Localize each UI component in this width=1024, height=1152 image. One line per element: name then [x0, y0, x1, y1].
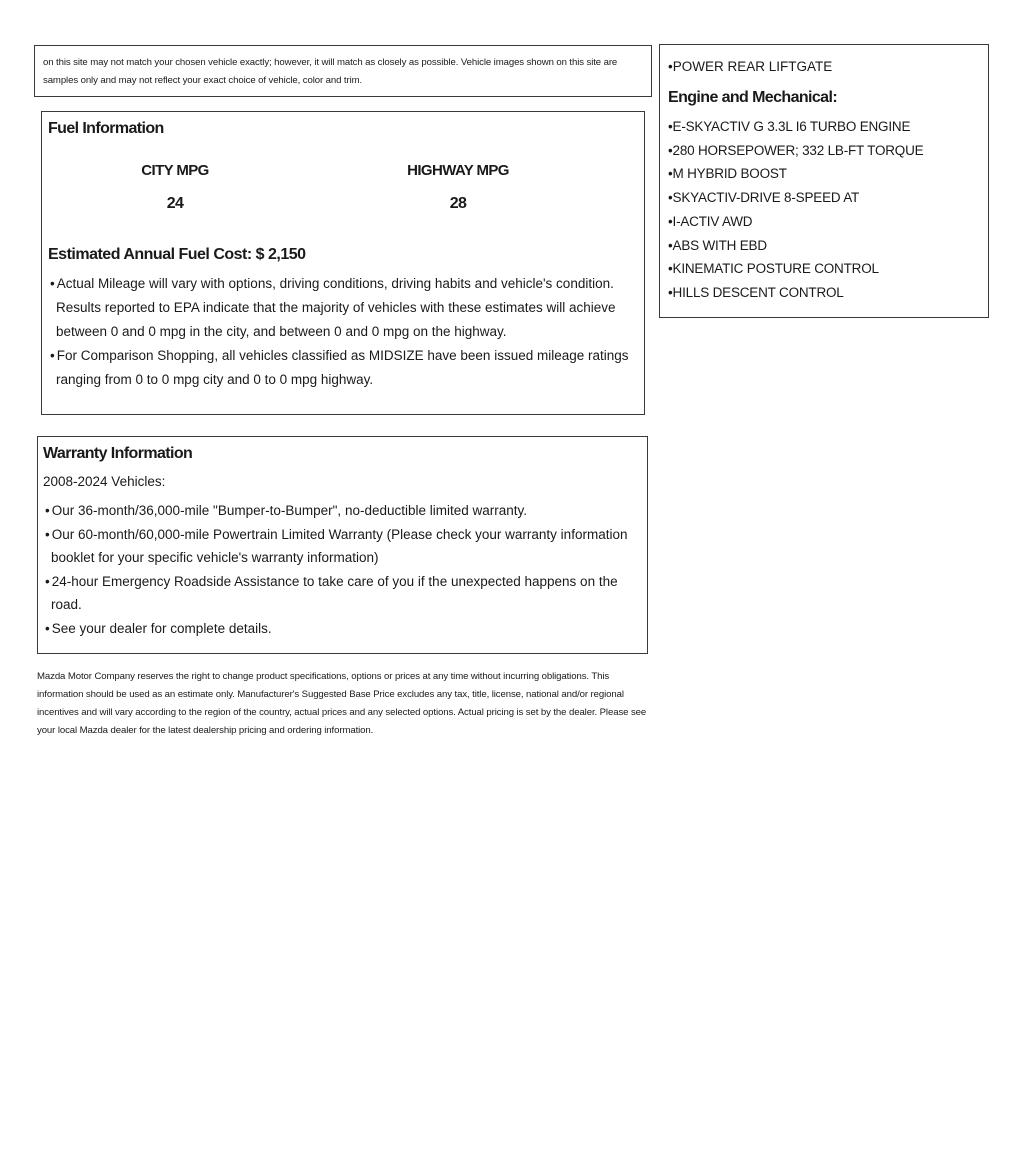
city-mpg [130, 162, 220, 213]
highway-mpg [388, 162, 528, 213]
list-item: • Our 60-month/60,000-mile Powertrain Limited Warranty (Please check your warranty information booklet for your specific vehicle's warranty information) [43, 523, 642, 570]
list-item: • E-SKYACTIV G 3.3L I6 TURBO ENGINE [668, 115, 980, 139]
city-mpg-value: 24 [166, 195, 184, 212]
list-item: • ABS WITH EBD [668, 234, 980, 258]
list-item: • KINEMATIC POSTURE CONTROL [668, 257, 980, 281]
list-item: • M HYBRID BOOST [668, 162, 980, 186]
list-item: • Our 36-month/36,000-mile "Bumper-to-Bumper", no-deductible limited warranty. [43, 499, 642, 523]
note-text: on this site may not match your chosen vehicle exactly; however, it will match as closely as possible. Vehicle images shown on this site are samples only and may not reflect your exact choice of vehicle, color and trim. [43, 57, 618, 86]
list-item: • 24-hour Emergency Roadside Assistance to take care of you if the unexpected happens on the road. [43, 570, 642, 617]
list-item: • For Comparison Shopping, all vehicles classified as MIDSIZE have been issued mileage ratings ranging from 0 to 0 mpg city and 0 to 0 mpg highway. [48, 344, 638, 392]
warranty-information-section [37, 436, 648, 654]
warranty-list [43, 499, 642, 640]
list-item: • See your dealer for complete details. [43, 617, 642, 641]
list-item: • 280 HORSEPOWER; 332 LB-FT TORQUE [668, 139, 980, 163]
mpg-table [48, 138, 638, 230]
specifications-section [659, 44, 989, 318]
fuel-information-section [41, 111, 645, 415]
warranty-subtitle: 2008-2024 Vehicles: [43, 474, 166, 489]
warranty-information-title: Warranty Information [43, 445, 193, 462]
list-item: • HILLS DESCENT CONTROL [668, 281, 980, 305]
city-mpg-label: CITY MPG [141, 162, 209, 179]
list-item: • I-ACTIV AWD [668, 210, 980, 234]
list-item: • SKYACTIV-DRIVE 8-SPEED AT [668, 186, 980, 210]
pricing-disclaimer: Mazda Motor Company reserves the right to change product specifications, options or prices at any time without incurring obligations. This information should be used as an estimate only. Manufacturer's Suggested Base Price excludes any tax, title, license, national and/or regional incentives and will vary according to the region of the country, actual prices and any selected options. Actual pricing is set by the dealer. Please see your local Mazda dealer for the latest dealership pricing and ordering information. [37, 671, 647, 736]
engine-mechanical-title: Engine and Mechanical: [668, 89, 838, 106]
list-item: • Actual Mileage will vary with options, driving conditions, driving habits and vehicle's condition. Results reported to EPA indicate that the majority of vehicles with these estimates will achieve between 0 and 0 mpg in the city, and between 0 and 0 mpg on the highway. [48, 272, 638, 344]
spec-top-item: • POWER REAR LIFTGATE [668, 57, 980, 77]
fuel-notes-list [48, 272, 638, 392]
fuel-information-title: Fuel Information [48, 120, 164, 137]
highway-mpg-value: 28 [449, 195, 467, 212]
highway-mpg-label: HIGHWAY MPG [407, 162, 509, 179]
annual-fuel-cost: Estimated Annual Fuel Cost: $ 2,150 [48, 246, 306, 263]
vehicle-image-note [34, 45, 652, 97]
engine-spec-list [668, 115, 980, 305]
